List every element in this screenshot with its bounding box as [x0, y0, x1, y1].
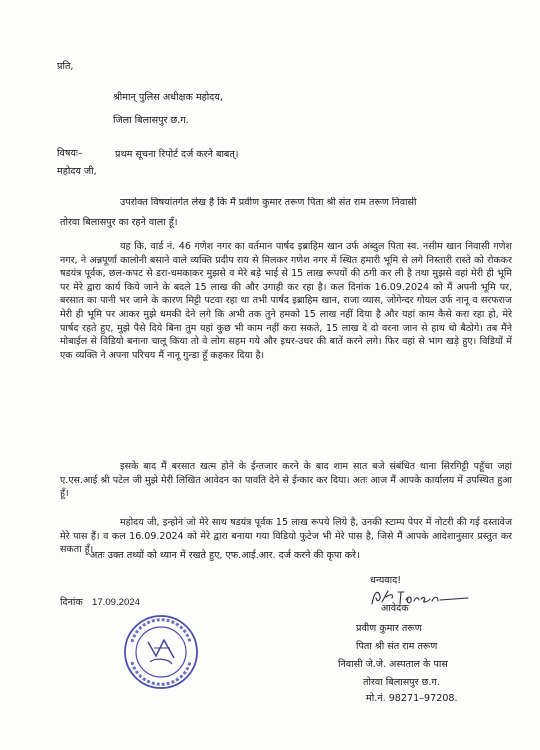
subject-text: प्रथम सूचना रिपोर्ट दर्ज करने बाबत्। — [115, 149, 239, 160]
paragraph-1-line-1: उपरोक्त विषयांतर्गत लेख है कि मैं प्रवीण कुमार तरूण पिता श्री संत राम तरूण निवासी — [120, 197, 417, 208]
office-seal-stamp — [118, 612, 204, 692]
applicant-label: आवेदक — [381, 603, 409, 614]
date-label: दिनांक — [60, 597, 83, 608]
closing-text: धन्यवाद! — [370, 575, 402, 586]
paragraph-1-line-2: तोरवा बिलासपुर का रहने वाला हूँ। — [60, 217, 178, 228]
applicant-address-2: तोरवा बिलासपुर छ.ग. — [363, 677, 440, 688]
salutation: महोदय जी, — [57, 166, 97, 177]
paragraph-2: यह कि, वार्ड नं. 46 गणेश नगर का वर्तमान पार्षद इब्राहिम खान उर्फ अब्दुल पिता स्व. नसीम खान निवासी गणेश नगर, ने अन्नपूर्णा कालोनी बसाने वाले व्यक्ति प्रदीप राय से मिलकर गणेश नगर में स्थित हमारी भूमि से लगे निस्तारी रास्ते को रोककर षडयंत्र पूर्वक, छल-कपट से डरा-धमकाकर मुझसे व मेरे बड़े भाई से 15 लाख रूपयों की ठगी कर ली है तथा मुझसे वहां मेरी ही भूमि पर मेरे द्वारा कार्य किये जाने के बदले 15 लाख की और उगाही कर रहा है। कल दिनांक 16.09.2024 को मैं अपनी भूमि पर, बरसात का पानी भर जाने के कारण मिट्टी पटवा रहा था तभी पार्षद इब्राहिम खान, राजा व्यास, जोगेन्दर गोयल उर्फ नानू व सरफराज मेरी ही भूमि पर आकर मुझे धमकी देने लगे कि अभी तक तुने हमको 15 लाख नहीं दिया है और यहां काम कैसे करा रहा हो, मेरे पार्षद रहते हुए, मुझे पैसे दिये बिना तुम यहां कुछ भी काम नहीं करा सकते, 15 लाख दे दो वरना जान से हाथ धो बैठोगे। तब मैंने मोबाईल से विडियो बनाना चालू किया तो वे लोग सहम गये और इधर-उधर की बातें करने लगे। फिर वहां से भाग खड़े हुए। विडियों में एक व्यक्ति ने अपना परिचय मैं नानू गुन्डा हूँ कहकर दिया है। — [60, 241, 512, 361]
recipient-line-2: जिला बिलासपुर छ.ग. — [113, 115, 189, 126]
paragraph-3: इसके बाद मैं बरसात खत्म होने के ईन्तजार करने के बाद शाम सात बजे संबंधित थाना सिरगिट्टी पहूँचा जहां ए.एस.आई श्री पटेल जी मुझे मेरी लिखित आवेदन का पावति देने से ईन्कार कर दिया। अतः आज मैं आपके कार्यालय में उपस्थित हुआ हूँ। — [60, 461, 512, 500]
paragraph-4: महोदय जी, इन्होने जो मेरे साथ षडयंत्र पूर्वक 15 लाख रूपये लिये है, उनकी स्टाम्प पेपर में नोटरी की गई दस्तावेज मेरे पास हैं। व कल 16.09.2024 को मेरे द्वारा बनाया गया विडियो फुटेज भी मेरे पास है, जिसे मैं आपके आदेशानुसार प्रस्तुत कर सकता हूँ। — [60, 517, 512, 556]
subject-label: विषयः– — [57, 148, 83, 159]
applicant-address-1: निवासी जे.जे. अस्पताल के पास — [338, 659, 448, 670]
applicant-name: प्रवीण कुमार तरूण — [356, 623, 422, 634]
paragraph-5: अतः उक्त तथ्यों को ध्यान में रखते हुए, एफ.आई.आर. दर्ज करने की कृपा करे। — [90, 550, 360, 561]
applicant-father: पिता श्री संत राम तरूण — [356, 641, 438, 652]
to-label: प्रति, — [57, 61, 74, 72]
date-value: 17.09.2024 — [92, 597, 141, 608]
applicant-mobile: मो.नं. 98271–97208. — [366, 693, 458, 704]
recipient-line-1: श्रीमान् पुलिस अधीक्षक महोदय, — [113, 92, 223, 103]
